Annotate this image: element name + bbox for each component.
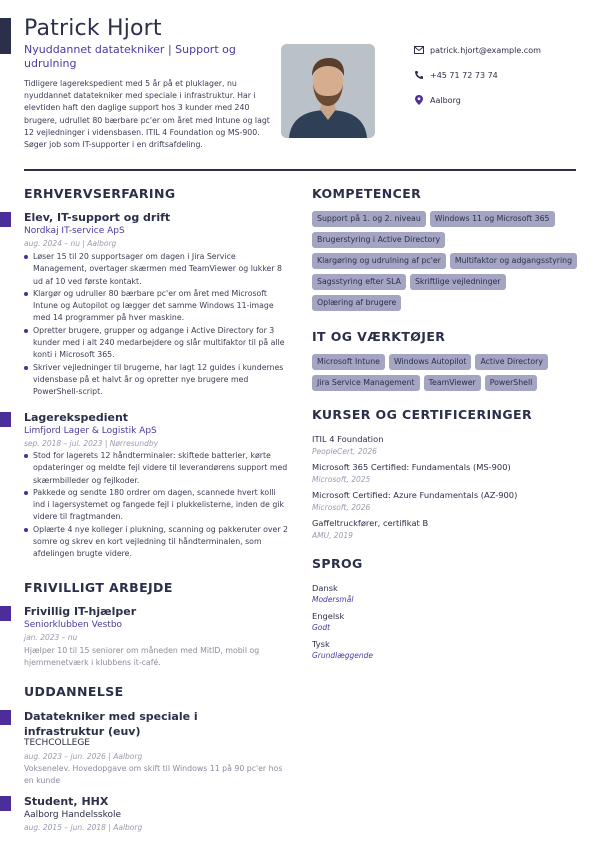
job-meta: sep. 2018 – jul. 2023 | Nørresundby	[24, 439, 159, 448]
education-school: Aalborg Handelsskole	[24, 810, 122, 820]
section-title-tools: IT OG VÆRKTØJER	[312, 329, 446, 344]
job-company: Nordkaj IT-service ApS	[24, 226, 125, 236]
skill-tag: Support på 1. og 2. niveau	[312, 211, 426, 227]
education-title: Datatekniker med speciale i infrastruktur (euv)	[24, 710, 198, 738]
section-title-skills: KOMPETENCER	[312, 186, 422, 201]
email-text: patrick.hjort@example.com	[430, 45, 541, 55]
volunteer-org: Seniorklubben Vestbo	[24, 620, 123, 630]
skill-tag: Windows 11 og Microsoft 365	[430, 211, 555, 227]
education-school: TECHCOLLEGE	[24, 738, 90, 748]
job-accent-bar	[0, 212, 11, 227]
section-title-volunteer: FRIVILLIGT ARBEJDE	[24, 580, 173, 595]
education-accent-bar	[0, 796, 11, 811]
skill-tag: Klargøring og udrulning af pc'er	[312, 253, 446, 269]
phone-text: +45 71 72 73 74	[430, 70, 498, 80]
section-title-languages: SPROG	[312, 556, 363, 571]
language-name: Tysk	[312, 639, 330, 649]
section-title-certifications: KURSER OG CERTIFICERINGER	[312, 407, 533, 422]
tool-tag: Microsoft Intune	[312, 354, 385, 370]
education-title: Student, HHX	[24, 795, 109, 808]
volunteer-meta: jan. 2023 – nu	[24, 633, 78, 642]
cert-meta: Microsoft, 2026	[312, 503, 371, 512]
phone-icon	[414, 70, 424, 80]
mail-icon	[414, 45, 424, 55]
bullet-item: Pakkede og sendte 180 ordrer om dagen, scannede hvert kolli ind i lagersystemet og fangede fejl i plukkelisterne, inden de gik videre til fragtmanden.	[24, 487, 289, 524]
tools-tags	[312, 354, 580, 391]
education-accent-bar	[0, 710, 11, 725]
candidate-name: Patrick Hjort	[24, 16, 162, 41]
volunteer-title: Frivillig IT-hjælper	[24, 605, 137, 618]
skill-tag: Oplæring af brugere	[312, 295, 401, 311]
cert-name: Microsoft Certified: Azure Fundamentals (AZ-900)	[312, 490, 518, 500]
cert-meta: Microsoft, 2025	[312, 475, 371, 484]
skill-tag: Skriftlige vejledninger	[410, 274, 506, 290]
cert-meta: AMU, 2019	[312, 531, 353, 540]
contact-location	[414, 95, 461, 105]
cert-name: Gaffeltruckfører, certifikat B	[312, 518, 429, 528]
section-title-education: UDDANNELSE	[24, 684, 124, 699]
bullet-item: Opretter brugere, grupper og adgange i Active Directory for 3 kunder med i alt 240 medarbejdere og slår multifaktor til på alle konti i Microsoft 365.	[24, 325, 289, 362]
tool-tag: TeamViewer	[424, 375, 481, 391]
bullet-item: Løser 15 til 20 supportsager om dagen i Jira Service Management, overtager skærmen med TeamViewer og lukker 8 ud af 10 ved første kontakt.	[24, 251, 289, 288]
header-divider	[24, 169, 576, 171]
language-level: Grundlæggende	[312, 651, 373, 660]
profile-summary: Tidligere lagerekspedient med 5 år på et pluklager, nu nyuddannet datatekniker med speciale i infrastruktur. Har i elevtiden haft den daglige support hos 3 kunder med 240 brugere, udrullet 80 bærbare pc'er om året med Intune og lagt 12 vejledninger i vidensbasen. ITIL 4 Foundation og MS-900. Søger job som IT-supporter i en driftsafdeling.	[24, 79, 270, 150]
job-bullets	[24, 251, 289, 399]
tool-tag: Active Directory	[475, 354, 548, 370]
location-pin-icon	[414, 95, 424, 105]
education-meta: aug. 2023 – jun. 2026 | Aalborg	[24, 752, 143, 761]
tool-tag: Windows Autopilot	[389, 354, 472, 370]
cert-name: ITIL 4 Foundation	[312, 434, 384, 444]
bullet-item: Stod for lagerets 12 håndterminaler: skiftede batterier, kørte opdateringer og meldte fejl videre til leverandørens support med skærmbilleder og fejlkoder.	[24, 450, 289, 487]
language-name: Dansk	[312, 583, 338, 593]
bullet-item: Oplærte 4 nye kolleger i plukning, scanning og pakkeruter over 2 somre og skrev en kort vejledning til håndterminalen, som afdelingen brugte videre.	[24, 524, 289, 561]
skill-tag: Sagsstyring efter SLA	[312, 274, 406, 290]
tool-tag: Jira Service Management	[312, 375, 420, 391]
job-title: Elev, IT-support og drift	[24, 211, 171, 224]
language-level: Modersmål	[312, 595, 354, 604]
job-company: Limfjord Lager & Logistik ApS	[24, 426, 157, 436]
job-accent-bar	[0, 412, 11, 427]
bullet-item: Klargør og udruller 80 bærbare pc'er om året med Microsoft Intune og Autopilot og lægger det samme Windows 11-image med 14 programmer på hver maskine.	[24, 288, 289, 325]
education-meta: aug. 2015 – jun. 2018 | Aalborg	[24, 823, 143, 832]
contact-email[interactable]	[414, 45, 541, 55]
skill-tag: Multifaktor og adgangsstyring	[450, 253, 577, 269]
tool-tag: PowerShell	[485, 375, 538, 391]
volunteer-description: Hjælper 10 til 15 seniorer om måneden med MitID, mobil og hjemmenetværk i klubbens it-café.	[24, 646, 260, 668]
job-meta: aug. 2024 – nu | Aalborg	[24, 239, 117, 248]
cert-meta: PeopleCert, 2026	[312, 447, 377, 456]
language-name: Engelsk	[312, 611, 345, 621]
education-description: Voksenelev. Hovedopgave om skift til Windows 11 på 90 pc'er hos en kunde	[24, 764, 283, 786]
job-bullets	[24, 450, 289, 561]
section-title-experience: ERHVERVSERFARING	[24, 186, 176, 201]
cert-name: Microsoft 365 Certified: Fundamentals (MS-900)	[312, 462, 511, 472]
bullet-item: Skriver vejledninger til brugerne, har lagt 12 guides i kundernes vidensbase på et halvt år og opretter nye brugere med PowerShell-script.	[24, 362, 289, 399]
candidate-subtitle: Nyuddannet datatekniker | Support og udrulning	[24, 43, 236, 70]
profile-photo	[281, 44, 375, 138]
location-text: Aalborg	[430, 95, 461, 105]
skills-tags	[312, 211, 580, 311]
language-level: Godt	[312, 623, 331, 632]
skill-tag: Brugerstyring i Active Directory	[312, 232, 445, 248]
contact-phone[interactable]	[414, 70, 498, 80]
job-title: Lagerekspedient	[24, 411, 129, 424]
volunteer-accent-bar	[0, 606, 11, 621]
header-accent-bar	[0, 18, 11, 54]
